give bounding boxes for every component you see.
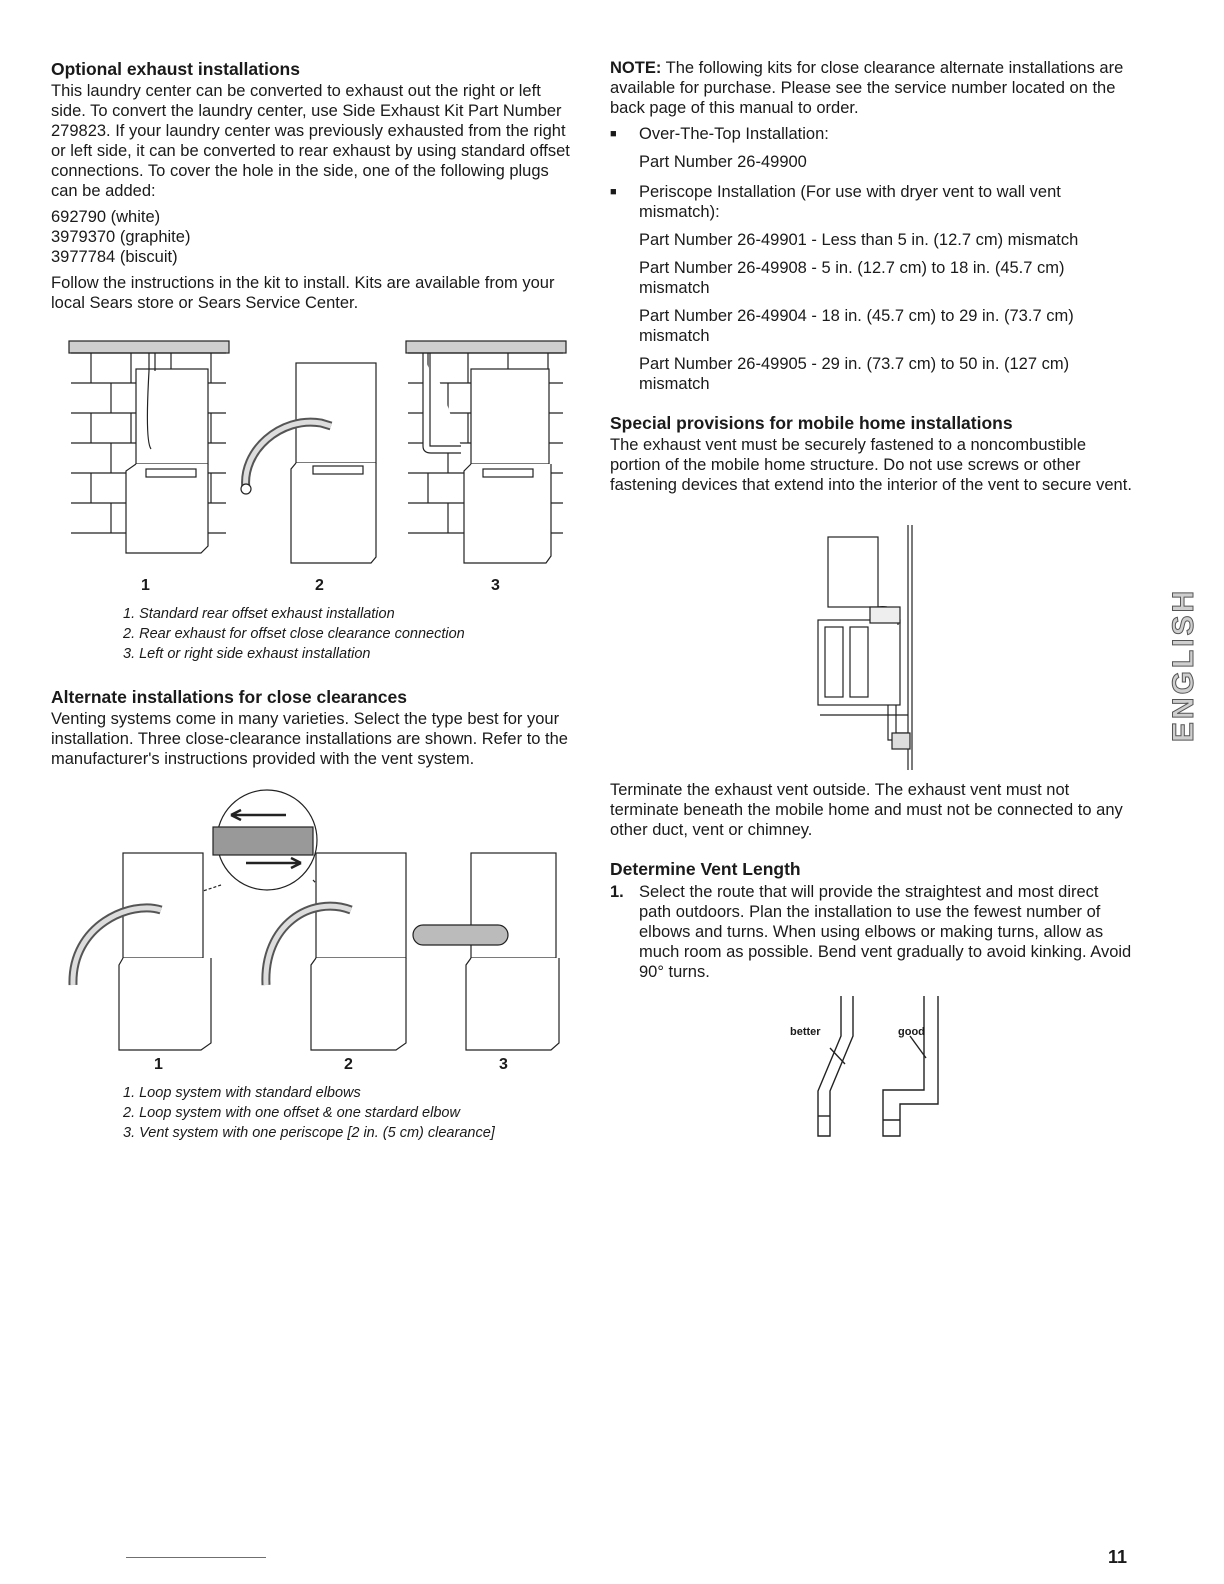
right-column [610,58,1135,1146]
vent-route-illustration [790,996,960,1146]
alternate-installations-heading: Alternate installations for close clearances [51,687,407,707]
over-the-top-label: Over-The-Top Installation: [639,125,829,143]
figure1-caption-1: 1. Standard rear offset exhaust installation [123,606,395,622]
mobile-home-illustration [810,525,940,770]
mobile-home-body: The exhaust vent must be securely fastened to a noncombustible portion of the mobile home structure. Do not use screws or other fastening devices that extend into the interior of the vent to secure vent. [610,436,1132,494]
note-text: The following kits for close clearance alternate installations are available for purchase. Please see the service number located on the back page of this manual to order. [610,59,1124,117]
bottom-rule [126,1557,266,1558]
figure1-captions [123,604,571,664]
exhaust-installations-figure [51,331,571,664]
figure2-number-1: 1 [154,1056,163,1073]
plug-biscuit: 3977784 (biscuit) [51,248,178,266]
vent-length-heading: Determine Vent Length [610,859,801,879]
note-paragraph [610,58,1135,118]
mobile-home-figure [810,525,1135,770]
figure2-numbers [51,1055,571,1075]
follow-instructions-text: Follow the instructions in the kit to install. Kits are available from your local Sears store or Sears Service Center. [51,274,555,312]
figure2-number-3: 3 [499,1056,508,1073]
close-clearance-illustration [51,785,571,1055]
step-1-text: Select the route that will provide the straightest and most direct path outdoors. Plan the installation to use the fewest number of elbows and turns. When using elbows or making turns, allow as much room as possible. Bend vent gradually to avoid kinking. Avoid 90° turns. [639,883,1132,981]
over-the-top-part: Part Number 26-49900 [639,153,807,171]
step-1 [610,882,1135,982]
periscope-part-4: Part Number 26-49905 - 29 in. (73.7 cm) to 50 in. (127 cm) mismatch [639,355,1070,393]
optional-exhaust-body: This laundry center can be converted to exhaust out the right or left side. To convert the laundry center, use Side Exhaust Kit Part Number 279823. If your laundry center was previously exhausted from the right or left side, it can be converted to rear exhaust by using standard offset connections. To cover the hole in the side, one of the following plugs can be added: [51,82,570,200]
mobile-home-heading: Special provisions for mobile home installations [610,413,1013,433]
bullet-periscope [610,182,1135,222]
note-label: NOTE: [610,59,662,77]
plug-white: 692790 (white) [51,208,161,226]
language-side-tab [1166,565,1202,765]
better-label: better [790,1026,821,1038]
good-label: good [898,1026,925,1038]
figure1-number-1: 1 [141,577,150,594]
figure2-captions [123,1083,571,1143]
periscope-label: Periscope Installation (For use with dryer vent to wall vent mismatch): [639,183,1061,221]
periscope-part-3: Part Number 26-49904 - 18 in. (45.7 cm) to 29 in. (73.7 cm) mismatch [639,307,1074,345]
figure2-caption-2: 2. Loop system with one offset & one stardard elbow [123,1105,460,1121]
bullet-marker: ■ [610,186,617,198]
figure1-number-3: 3 [491,577,500,594]
figure2-caption-3: 3. Vent system with one periscope [2 in. (5 cm) clearance] [123,1125,495,1141]
figure1-number-2: 2 [315,577,324,594]
figure2-caption-1: 1. Loop system with standard elbows [123,1085,361,1101]
close-clearance-figure [51,785,571,1143]
plug-graphite: 3979370 (graphite) [51,228,191,246]
page-number: 11 [1108,1547,1128,1567]
language-label: ENGLISH [1167,587,1200,743]
step-1-number: 1. [610,883,624,901]
figure2-number-2: 2 [344,1056,353,1073]
periscope-part-2: Part Number 26-49908 - 5 in. (12.7 cm) to 18 in. (45.7 cm) mismatch [639,259,1065,297]
figure1-caption-3: 3. Left or right side exhaust installation [123,646,371,662]
left-column [51,58,571,1143]
plug-list [51,207,571,267]
periscope-part-1: Part Number 26-49901 - Less than 5 in. (12.7 cm) mismatch [639,231,1079,249]
exhaust-installations-illustration [51,331,571,576]
bullet-over-the-top [610,124,1135,144]
figure1-caption-2: 2. Rear exhaust for offset close clearance connection [123,626,465,642]
terminate-text: Terminate the exhaust vent outside. The exhaust vent must not terminate beneath the mobile home and must not be connected to any other duct, vent or chimney. [610,781,1123,839]
optional-exhaust-heading: Optional exhaust installations [51,59,300,79]
vent-route-figure [790,996,960,1146]
bullet-marker: ■ [610,128,617,140]
figure1-numbers [51,576,571,596]
alternate-installations-body: Venting systems come in many varieties. Select the type best for your installation. Three close-clearance installations are shown. Refer to the manufacturer's instructions provided with the vent system. [51,710,568,768]
